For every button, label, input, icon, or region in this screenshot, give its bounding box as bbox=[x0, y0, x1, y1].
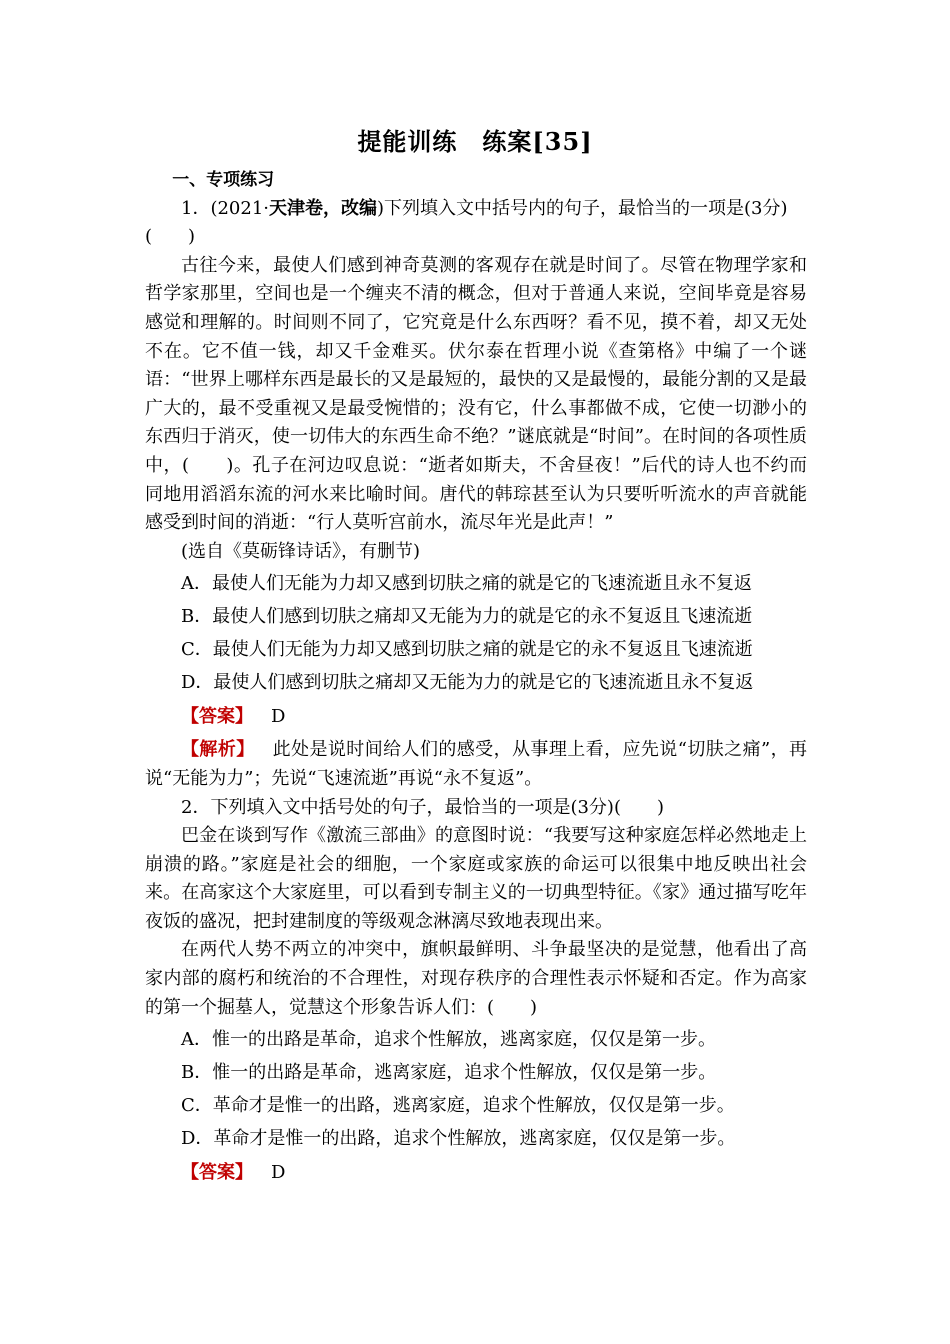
q2-paragraph-2: 在两代人势不两立的冲突中，旗帜最鲜明、斗争最坚决的是觉慧，他看出了高家内部的腐朽和统治的不合理性，对现存秩序的合理性表示怀疑和否定。作为高家的第一个掘墓人，觉慧这个形象告诉人们：( ) bbox=[145, 939, 807, 1018]
q1-option-b: B．最使人们感到切肤之痛却又无能为力的就是它的永不复返且飞速流逝 bbox=[181, 606, 753, 628]
q1-option-a: A．最使人们无能为力却又感到切肤之痛的就是它的飞速流逝且永不复返 bbox=[181, 573, 752, 595]
q2-paragraph-1: 巴金在谈到写作《激流三部曲》的意图时说：“我要写这种家庭怎样必然地走上崩溃的路。”家庭是社会的细胞，一个家庭或家族的命运可以很集中地反映出社会来。在高家这个大家庭里，可以看到专制主义的一切典型特征。《家》通过描写吃年夜饭的盛况，把封建制度的等级观念淋漓尽致地表现出来。 bbox=[145, 825, 807, 932]
q1-passage: 古往今来，最使人们感到神奇莫测的客观存在就是时间了。尽管在物理学家和哲学家那里，空间也是一个缠夹不清的概念，但对于普通人来说，空间毕竟是容易感觉和理解的。时间则不同了，它究竟是什么东西呀？看不见，摸不着，却又无处不在。它不值一钱，却又千金难买。伏尔泰在哲理小说《查第格》中编了一个谜语：“世界上哪样东西是最长的又是最短的，最快的又是最慢的，最能分割的又是最广大的，最不受重视又是最受惋惜的；没有它，什么事都做不成，它使一切渺小的东西归于消灭，使一切伟大的东西生命不绝？”谜底就是“时间”。在时间的各项性质中，( )。孔子在河边叹息说：“逝者如斯夫，不舍昼夜！”后代的诗人也不约而同地用滔滔东流的河水来比喻时间。唐代的韩琮甚至认为只要听听流水的声音就能感受到时间的消逝：“行人莫听宫前水，流尽年光是此声！” bbox=[145, 254, 807, 534]
section-heading: 一、专项练习 bbox=[172, 170, 275, 190]
q1-stem bbox=[145, 195, 807, 252]
q2-answer bbox=[145, 1158, 807, 1188]
answer-value: D bbox=[271, 706, 286, 728]
q1-option-d: D．最使人们感到切肤之痛却又无能为力的就是它的飞速流逝且永不复返 bbox=[181, 672, 754, 694]
analysis-tag: 【解析】 bbox=[181, 739, 255, 761]
analysis-text: 此处是说时间给人们的感受，从事理上看，应先说“切肤之痛”，再说“无能为力”；先说“飞速流逝”再说“永不复返”。 bbox=[145, 739, 808, 789]
page-title: 提能训练 练案[35] bbox=[357, 127, 593, 156]
q2-option-c: C．革命才是惟一的出路，逃离家庭，追求个性解放，仅仅是第一步。 bbox=[181, 1095, 735, 1117]
q2-option-a: A．惟一的出路是革命，追求个性解放，逃离家庭，仅仅是第一步。 bbox=[181, 1029, 716, 1051]
q2-option-d: D．革命才是惟一的出路，追求个性解放，逃离家庭，仅仅是第一步。 bbox=[181, 1128, 736, 1150]
answer-tag: 【答案】 bbox=[181, 1162, 253, 1184]
answer-tag: 【答案】 bbox=[181, 706, 253, 728]
document-body bbox=[145, 160, 807, 1192]
q1-source-exam: 天津卷，改编 bbox=[269, 197, 378, 219]
q1-stem-text: )下列填入文中括号内的句子，最恰当的一项是(3分)( ) bbox=[145, 197, 788, 248]
q1-option-c: C．最使人们无能为力却又感到切肤之痛的就是它的永不复返且飞速流逝 bbox=[181, 639, 753, 661]
answer-value: D bbox=[271, 1162, 286, 1184]
q1-source: (选自《莫砺锋诗话》，有删节) bbox=[181, 540, 421, 562]
q1-answer bbox=[145, 702, 807, 732]
q2-stem: 2．下列填入文中括号处的句子，最恰当的一项是(3分)( ) bbox=[181, 796, 664, 818]
q2-option-b: B．惟一的出路是革命，逃离家庭，追求个性解放，仅仅是第一步。 bbox=[181, 1062, 717, 1084]
q1-analysis bbox=[145, 736, 807, 793]
q1-source-open: (2021· bbox=[210, 197, 270, 219]
q1-number: 1． bbox=[181, 197, 211, 219]
